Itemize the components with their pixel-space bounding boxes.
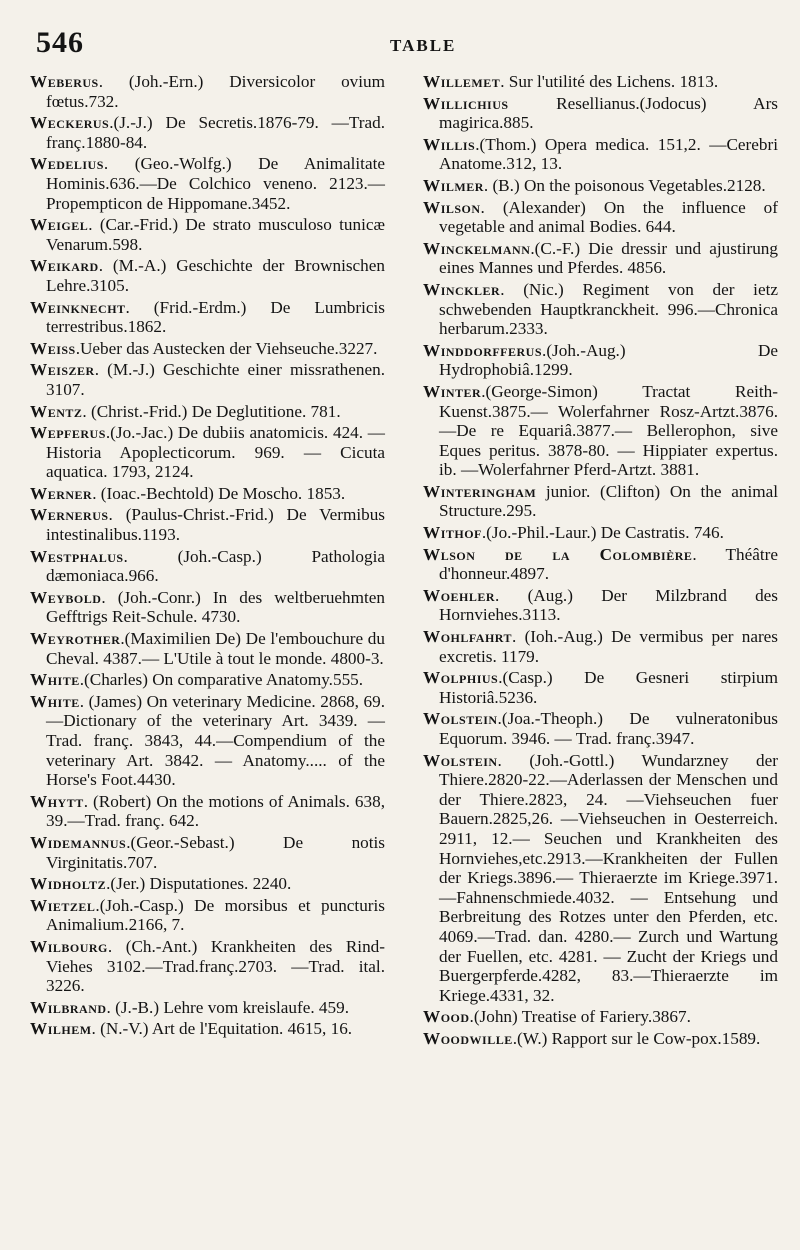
author-name: Willis: [423, 134, 476, 154]
entry-text: . (Geo.-Wolfg.) De Animalitate Hominis.636.—De Colchico veneno. 2123.— Propempticon de Hippomane.3452.: [46, 154, 385, 213]
index-entry: [423, 668, 778, 707]
entry-text: .(Geor.-Sebast.) De notis Virginitatis.707.: [46, 832, 385, 872]
index-entry: [30, 547, 385, 586]
entry-text: .(Maximilien De) De l'embouchure du Cheval. 4387.— L'Utile à tout le monde. 4800-3.: [46, 629, 385, 668]
index-entry: [30, 874, 385, 894]
entry-text: . (Joh.-Ern.) Diversicolor ovium fœtus.732.: [46, 72, 385, 111]
index-entry: [423, 341, 778, 380]
index-entry: [423, 382, 778, 480]
entry-text: . (B.) On the poisonous Vegetables.2128.: [483, 175, 766, 195]
entry-text: . (Ioh.-Aug.) De vermibus per nares excretis. 1179.: [439, 627, 778, 666]
index-entry: [423, 751, 778, 1006]
entry-text: .(Casp.) De Gesneri stirpium Historiâ.5236.: [439, 668, 778, 707]
index-entry: [30, 113, 385, 152]
entry-text: .(Jo.-Phil.-Laur.) De Castratis. 746.: [481, 523, 724, 543]
author-name: Withof: [423, 523, 482, 543]
index-columns: [30, 72, 778, 1051]
index-entry: [30, 692, 385, 790]
entry-text: .(John) Treatise of Fariery.3867.: [469, 1007, 691, 1027]
entry-text: junior. (Clifton) On the animal Structure.295.: [439, 481, 778, 521]
index-entry: [423, 198, 778, 237]
right-column: [423, 72, 778, 1051]
author-name: Weiss: [30, 338, 76, 358]
entry-text: . (Frid.-Erdm.) De Lumbricis terrestribus.1862.: [46, 297, 385, 337]
entry-text: . (N.-V.) Art de l'Equitation. 4615, 16.: [91, 1019, 353, 1039]
entry-text: . (M.-J.) Geschichte einer missrathenen. 3107.: [46, 360, 385, 399]
author-name: Wilmer: [423, 175, 484, 195]
author-name: Winckler: [423, 279, 501, 299]
index-entry: [423, 135, 778, 174]
author-name: White: [30, 670, 80, 690]
entry-text: . (Paulus-Christ.-Frid.) De Vermibus intestinalibus.1193.: [46, 505, 385, 545]
entry-text: . (J.-B.) Lehre vom kreislaufe. 459.: [106, 997, 349, 1017]
author-name: Willichius: [423, 93, 509, 113]
author-name: Widholtz: [30, 874, 107, 894]
index-entry: [30, 339, 385, 359]
entry-text: Resellianus.(Jodocus) Ars magirica.885.: [439, 93, 778, 133]
index-entry: [30, 1019, 385, 1039]
author-name: Wilbrand: [30, 997, 107, 1017]
entry-text: .(Joa.-Theoph.) De vulneratonibus Equorum. 3946. — Trad. franç.3947.: [439, 709, 778, 748]
author-name: Weinknecht: [30, 297, 126, 317]
author-name: Widemannus: [30, 832, 127, 852]
entry-text: . (Ioac.-Bechtold) De Moscho. 1853.: [92, 483, 346, 503]
author-name: Winter: [423, 381, 482, 401]
author-name: Wentz: [30, 401, 83, 421]
entry-text: .(Jo.-Jac.) De dubiis anatomicis. 424. — Historia Apoplecticorum. 969. — Cicuta aquatica. 1793, 2124.: [46, 423, 385, 482]
index-entry: [423, 586, 778, 625]
entry-text: . Théâtre d'honneur.4897.: [439, 544, 778, 584]
page-number: 546: [36, 26, 84, 59]
entry-text: . (Joh.-Gottl.) Wundarzney der Thiere.2820-22.—Aderlassen der Menschen und der Thiere.2823, 24. —Viehseuchen fuer Bauern.2825,26. —Viehseuchen in Oesterreich. 2911, 12.— Seuchen und Krankheiten des Hornviehes,etc.2913.—Krankheiten der Fullen der Kriegs.3896.— Thieraerzte im Kriege.3971.—Fahnenschmiede.4032. — Entsehung und Berbreitung des Rotzes unter den Pferden, etc. 4069.—Trad. dan. 4280.— Zurch und Wartung der Fuellen, etc. 4281. — Zucht der Kriegs und Buergerpferde.4282, 83.—Thieraerzte im Kriege.4331, 32.: [439, 750, 778, 1005]
index-entry: [30, 670, 385, 690]
entry-text: . (Aug.) Der Milzbrand des Hornviehes.3113.: [439, 585, 778, 625]
index-entry: [30, 72, 385, 111]
index-entry: [30, 505, 385, 544]
entry-text: . (Car.-Frid.) De strato musculoso tunicæ Venarum.598.: [46, 215, 385, 254]
author-name: Wilbourg: [30, 936, 108, 956]
entry-text: . (M.-A.) Geschichte der Brownischen Lehre.3105.: [46, 256, 385, 295]
entry-text: .(J.-J.) De Secretis.1876-79. —Trad. franç.1880-84.: [46, 113, 385, 152]
author-name: Wernerus: [30, 505, 109, 525]
author-name: Westphalus: [30, 546, 124, 566]
index-entry: [30, 833, 385, 872]
entry-text: .(W.) Rapport sur le Cow-pox.1589.: [512, 1028, 761, 1048]
author-name: Weyrother: [30, 629, 121, 649]
index-entry: [30, 792, 385, 831]
index-entry: [423, 94, 778, 133]
page-header: [30, 26, 778, 66]
author-name: Wlson de la Colombière: [423, 544, 693, 564]
entry-text: . (James) On veterinary Medicine. 2868, 69.—Dictionary of the veterinary Art. 3439. — Trad. franç. 3843, 44.—Compendium of the veterinary Art. 3842. — Anatomy..... of the Horse's Foot.4430.: [46, 691, 385, 790]
entry-text: . (Joh.-Conr.) In des weltberuehmten Gefftrigs Reit-Schule. 4730.: [46, 587, 385, 627]
entry-text: .(Charles) On comparative Anatomy.555.: [79, 670, 364, 690]
entry-text: .(Joh.-Casp.) De morsibus et puncturis Animalium.2166, 7.: [46, 895, 385, 935]
author-name: Weckerus: [30, 113, 110, 133]
author-name: Wolstein: [423, 750, 498, 770]
index-entry: [423, 709, 778, 748]
author-name: Willemet: [423, 72, 501, 91]
index-entry: [423, 523, 778, 543]
index-entry: [30, 484, 385, 504]
author-name: Weybold: [30, 587, 102, 607]
author-name: Weiszer: [30, 360, 95, 380]
entry-text: . (Nic.) Regiment von der ietz schwebenden Hauptkranckheit. 996.—Chronica herbarum.2333.: [439, 279, 778, 339]
entry-text: .(C.-F.) Die dressir und ajustirung eines Mannes und Pferdes. 4856.: [439, 238, 778, 278]
author-name: Wolphius: [423, 668, 499, 688]
entry-text: .(Jer.) Disputationes. 2240.: [106, 874, 292, 894]
author-name: Weikard: [30, 256, 99, 276]
index-entry: [30, 154, 385, 213]
index-entry: [423, 1029, 778, 1049]
index-entry: [30, 629, 385, 668]
author-name: Wohlfahrt: [423, 627, 513, 647]
author-name: Wepferus: [30, 423, 106, 443]
index-entry: [30, 998, 385, 1018]
entry-text: . (Joh.-Casp.) Pathologia dæmoniaca.966.: [46, 546, 385, 586]
author-name: Whytt: [30, 791, 84, 811]
entry-text: .Ueber das Austecken der Viehseuche.3227.: [75, 338, 378, 358]
author-name: Winddorfferus: [423, 340, 543, 360]
index-entry: [30, 402, 385, 422]
entry-text: . (Ch.-Ant.) Krankheiten des Rind-Viehes 3102.—Trad.franç.2703. —Trad. ital. 3226.: [46, 936, 385, 996]
author-name: Wolstein: [423, 709, 498, 729]
author-name: Wietzel: [30, 895, 96, 915]
index-entry: [423, 72, 778, 92]
running-head: TABLE: [390, 36, 457, 55]
author-name: Werner: [30, 483, 93, 503]
left-column: [30, 72, 385, 1051]
index-entry: [423, 545, 778, 584]
entry-text: . (Alexander) On the influence of vegetable and animal Bodies. 644.: [439, 197, 778, 237]
index-entry: [30, 215, 385, 254]
author-name: Winckelmann: [423, 238, 531, 258]
index-entry: [30, 896, 385, 935]
author-name: Wilhem: [30, 1019, 92, 1039]
author-name: Weigel: [30, 215, 89, 235]
index-entry: [30, 423, 385, 482]
index-entry: [30, 360, 385, 399]
author-name: Woodwille: [423, 1028, 513, 1048]
index-entry: [30, 298, 385, 337]
index-entry: [30, 256, 385, 295]
index-entry: [423, 280, 778, 339]
author-name: Weberus: [30, 72, 99, 91]
index-entry: [423, 482, 778, 521]
index-entry: [423, 627, 778, 666]
entry-text: . Sur l'utilité des Lichens. 1813.: [500, 72, 719, 91]
index-entry: [423, 239, 778, 278]
author-name: Wilson: [423, 197, 481, 217]
entry-text: .(George-Simon) Tractat Reith-Kuenst.3875.— Wolerfahrner Rosz-Artzt.3876.—De re Equariâ.3877.— Bellerophon, sive Eques peritus. 3878-80. — Hippiater expertus. ib. —Wolerfahrner Pferd-Artzt. 3881.: [439, 381, 778, 480]
author-name: Winteringham: [423, 481, 537, 501]
author-name: White: [30, 691, 80, 711]
index-entry: [423, 1007, 778, 1027]
entry-text: . (Christ.-Frid.) De Deglutitione. 781.: [82, 401, 341, 421]
entry-text: . (Robert) On the motions of Animals. 638, 39.—Trad. franç. 642.: [46, 791, 385, 831]
entry-text: .(Thom.) Opera medica. 151,2. —Cerebri Anatome.312, 13.: [439, 134, 778, 174]
index-entry: [30, 588, 385, 627]
index-entry: [423, 176, 778, 196]
entry-text: .(Joh.-Aug.) De Hydrophobiâ.1299.: [439, 340, 778, 380]
author-name: Wedelius: [30, 154, 104, 174]
author-name: Woehler: [423, 585, 496, 605]
index-entry: [30, 937, 385, 996]
author-name: Wood: [423, 1007, 470, 1027]
